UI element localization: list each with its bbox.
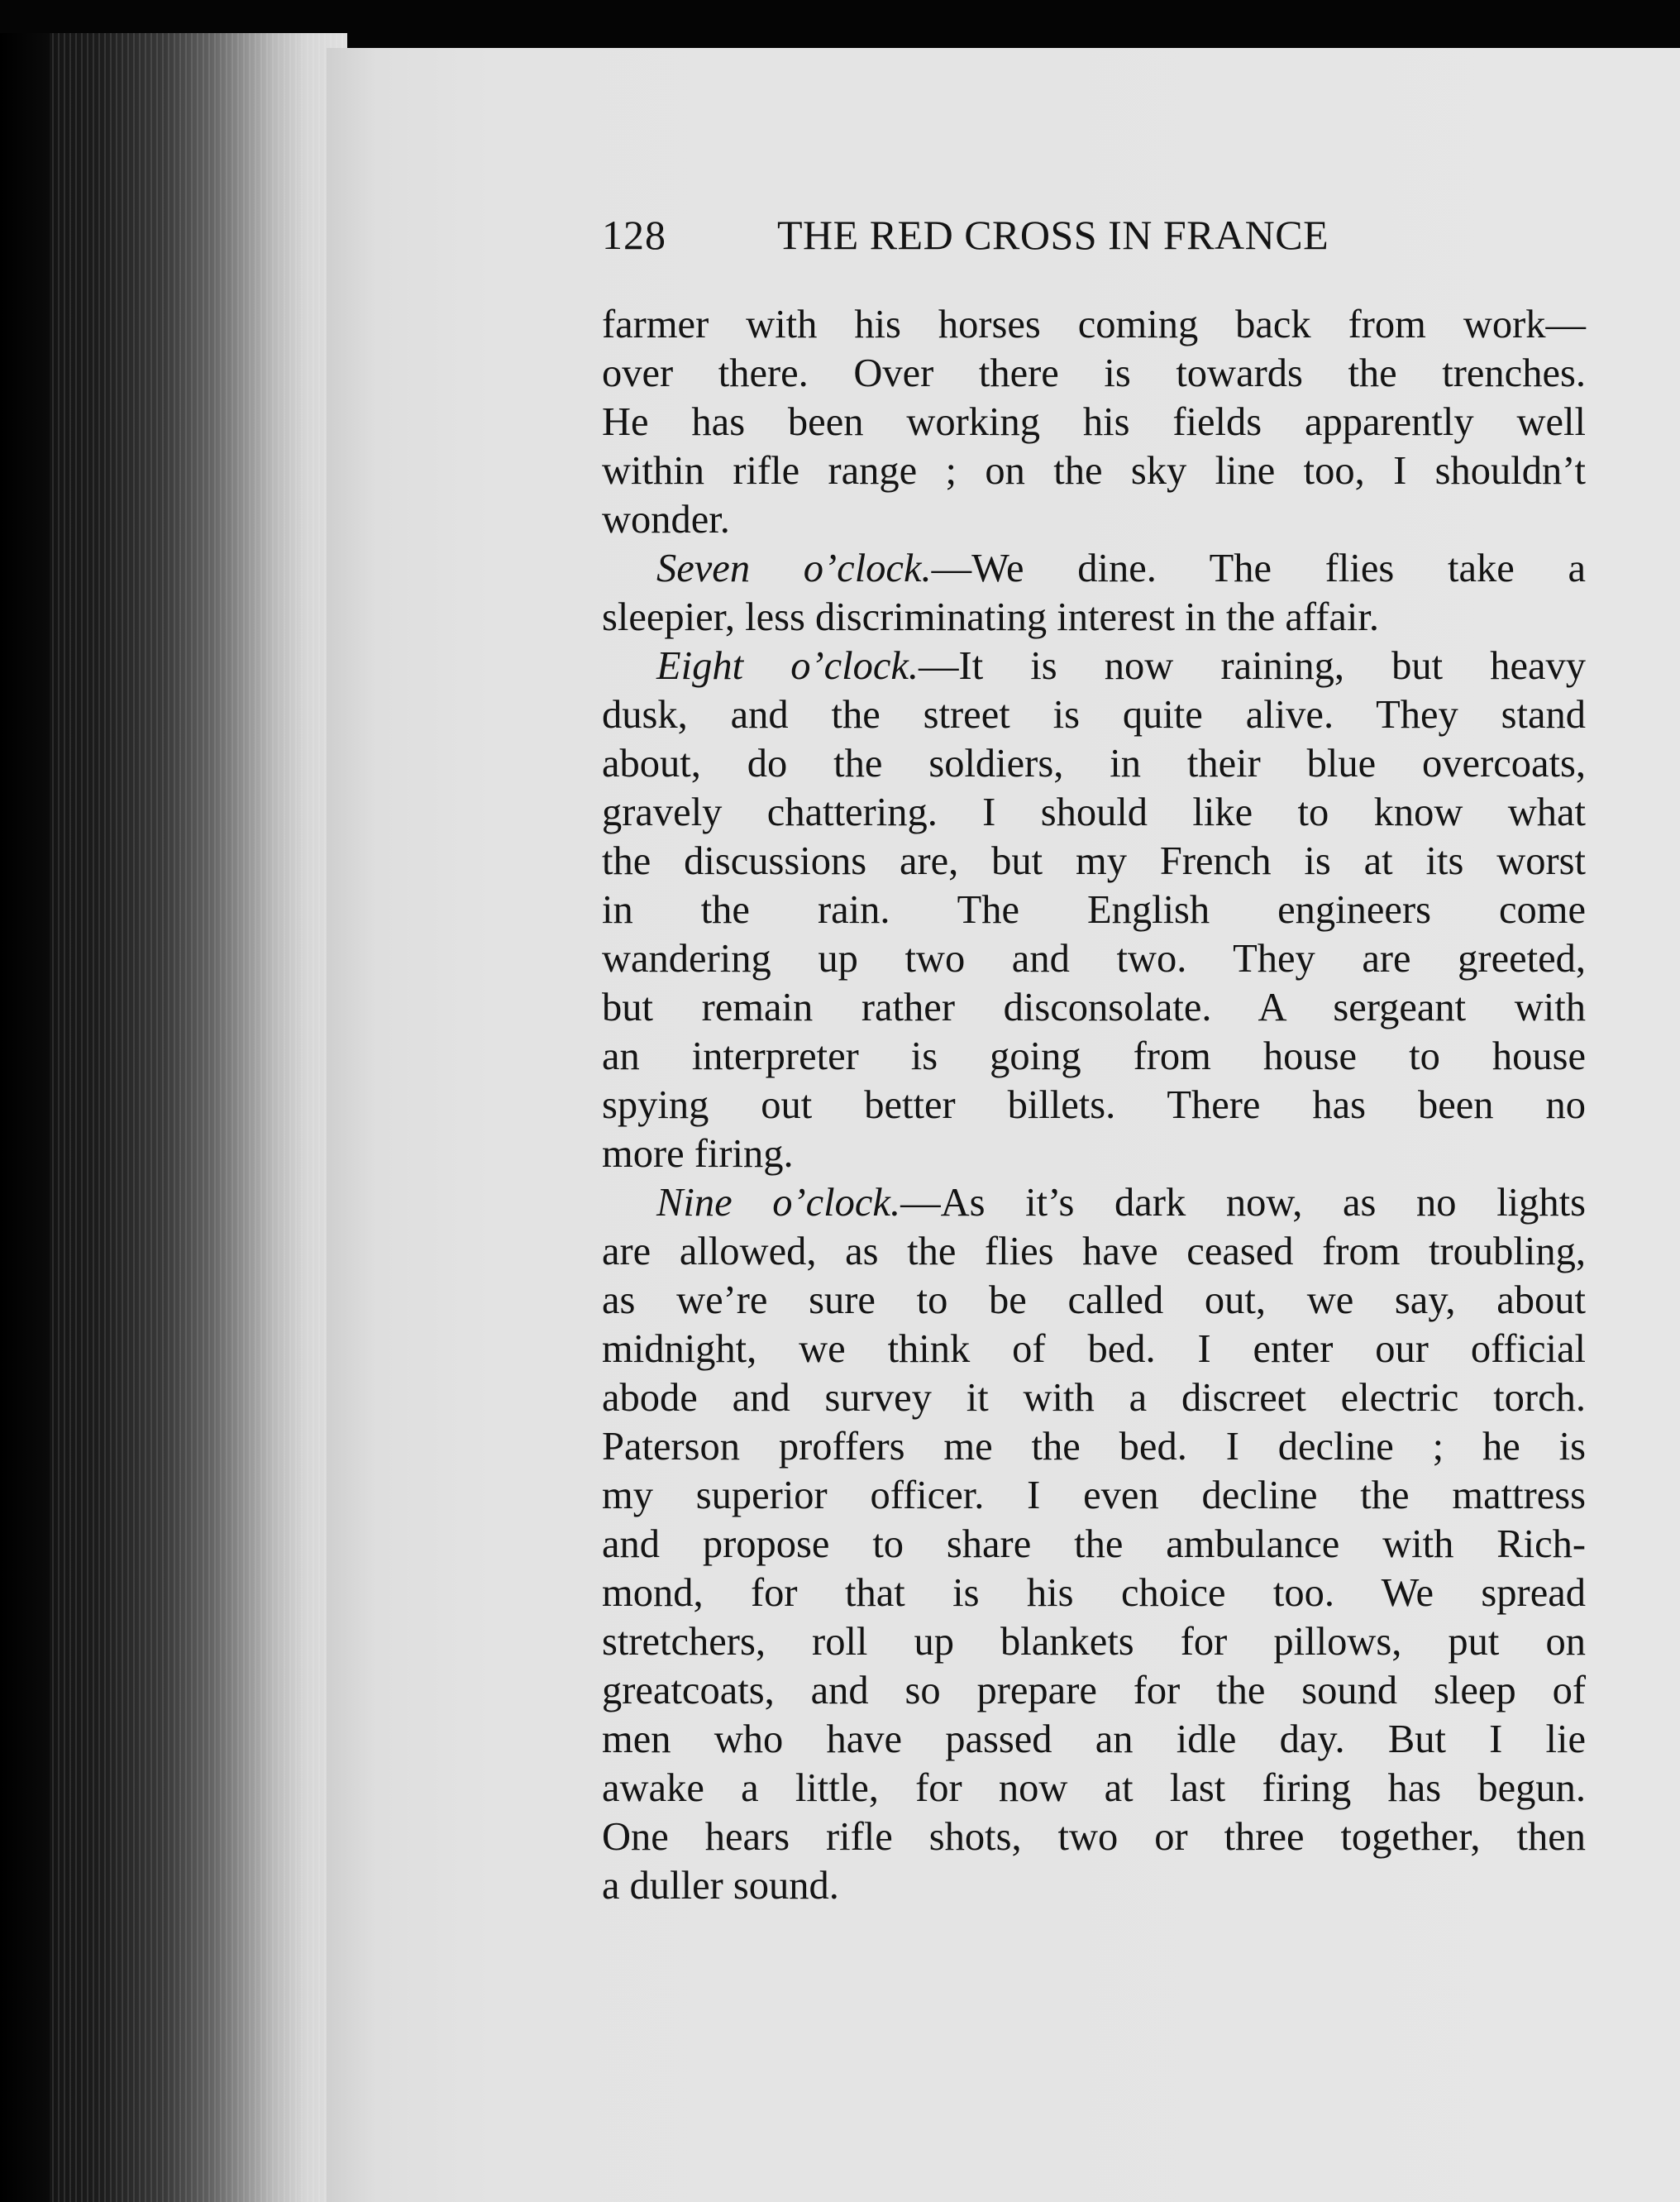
text-line: but remain rather disconsolate. A sergeant with	[602, 986, 1586, 1029]
text-line: wandering up two and two. They are greeted,	[602, 937, 1586, 981]
text-line: more firing.	[602, 1132, 794, 1176]
text-line: farmer with his horses coming back from work—	[602, 303, 1586, 346]
text-line: sleepier, less discriminating interest in the affair.	[602, 595, 1379, 639]
text-line: as we’re sure to be called out, we say, about	[602, 1278, 1586, 1322]
text-line: about, do the soldiers, in their blue overcoats,	[602, 742, 1586, 786]
text-line: a duller sound.	[602, 1864, 839, 1908]
text-line-time-entry: Eight o’clock.—It is now raining, but heavy	[656, 644, 1587, 688]
text-line: He has been working his fields apparently well	[602, 400, 1586, 444]
running-title: THE RED CROSS IN FRANCE	[777, 212, 1329, 258]
text-line: greatcoats, and so prepare for the sound sleep of	[602, 1669, 1586, 1712]
text-line: abode and survey it with a discreet electric torch.	[602, 1376, 1586, 1420]
text-line: within rifle range ; on the sky line too, I shouldn’t	[602, 449, 1586, 493]
text-line: my superior officer. I even decline the mattress	[602, 1474, 1586, 1517]
text-line: wonder.	[602, 498, 730, 542]
text-line: and propose to share the ambulance with Rich-	[602, 1522, 1586, 1566]
text-line: One hears rifle shots, two or three together, then	[602, 1815, 1586, 1859]
time-heading: Nine o’clock.	[656, 1181, 901, 1225]
text-line: Paterson proffers me the bed. I decline ; he is	[602, 1425, 1586, 1469]
text-line: midnight, we think of bed. I enter our official	[602, 1327, 1586, 1371]
text-line: awake a little, for now at last firing has begun.	[602, 1766, 1586, 1810]
running-header	[602, 211, 1429, 269]
text-line: stretchers, roll up blankets for pillows, put on	[602, 1620, 1586, 1664]
page-number: 128	[602, 212, 666, 258]
text-line: men who have passed an idle day. But I lie	[602, 1717, 1586, 1761]
text-line: gravely chattering. I should like to know what	[602, 791, 1586, 834]
text-line-time-entry: Seven o’clock.—We dine. The flies take a	[656, 547, 1586, 590]
text-line: an interpreter is going from house to house	[602, 1034, 1586, 1078]
text-line: dusk, and the street is quite alive. They stand	[602, 693, 1586, 737]
time-heading: Seven o’clock.	[656, 547, 932, 590]
text-line-time-entry: Nine o’clock.—As it’s dark now, as no lights	[656, 1181, 1586, 1225]
text-line: over there. Over there is towards the trenches.	[602, 351, 1586, 395]
text-line: in the rain. The English engineers come	[602, 888, 1586, 932]
text-line: mond, for that is his choice too. We spread	[602, 1571, 1586, 1615]
text-line: the discussions are, but my French is at its worst	[602, 839, 1586, 883]
book-spine-shadow	[0, 33, 50, 2202]
book-page-edges	[0, 33, 347, 2202]
body-text	[602, 300, 1586, 1910]
text-line: are allowed, as the flies have ceased from troubling,	[602, 1230, 1586, 1273]
text-line: spying out better billets. There has been no	[602, 1083, 1586, 1127]
time-heading: Eight o’clock.	[656, 644, 919, 688]
